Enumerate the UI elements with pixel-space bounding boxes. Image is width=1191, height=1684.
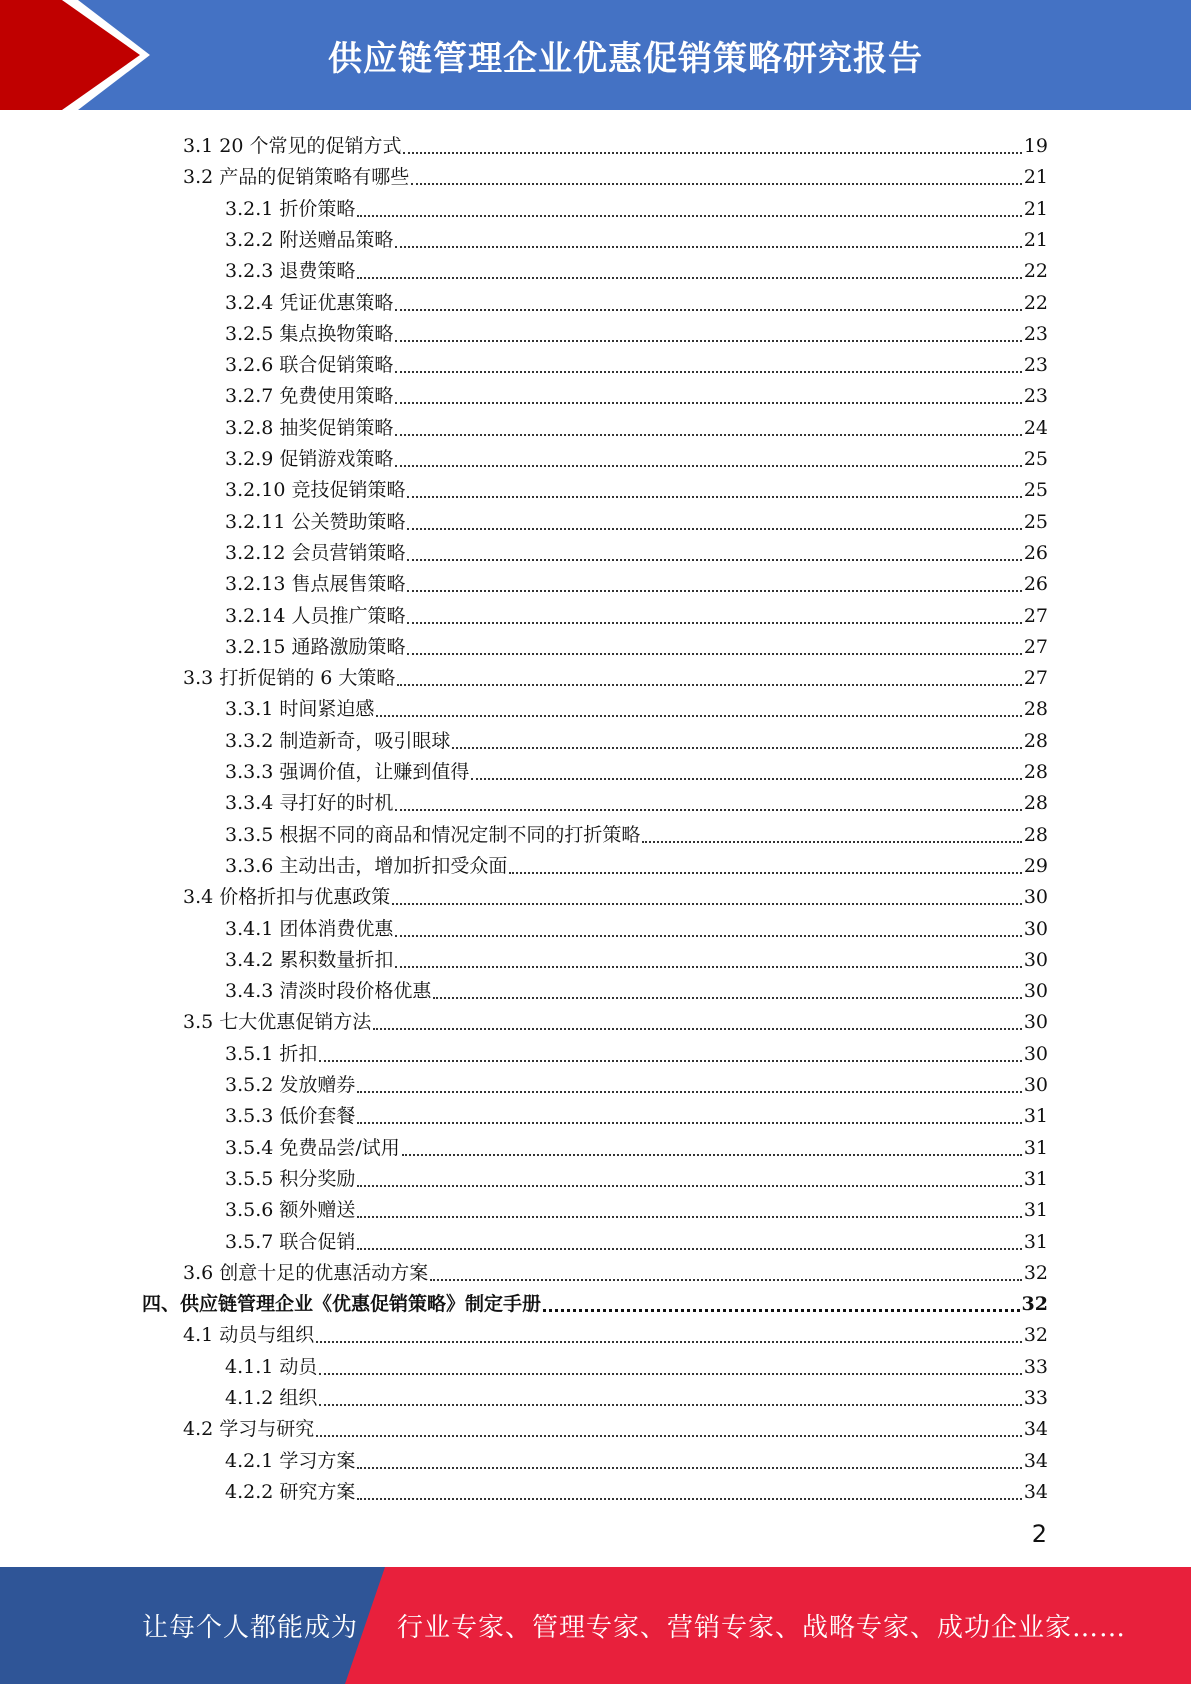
toc-entry[interactable] [183, 1316, 1048, 1347]
toc-entry[interactable] [225, 534, 1048, 565]
toc-entry-title: 3.2.5 集点换物策略 [225, 322, 394, 345]
toc-entry-title: 4.2.1 学习方案 [225, 1449, 356, 1472]
toc-leader-dots [471, 777, 1021, 780]
toc-entry-title: 3.2.6 联合促销策略 [225, 354, 394, 377]
toc-entry-title: 3.4.3 清淡时段价格优惠 [225, 980, 432, 1003]
toc-entry[interactable] [225, 847, 1048, 878]
toc-entry-title: 3.5.6 额外赠送 [225, 1199, 356, 1222]
toc-entry[interactable] [183, 1003, 1048, 1034]
toc-leader-dots [373, 1027, 1022, 1030]
toc-entry-page: 30 [1023, 886, 1048, 909]
toc-entry-title: 3.4 价格折扣与优惠政策 [183, 886, 391, 909]
toc-leader-dots [395, 401, 1021, 404]
toc-entry[interactable] [225, 221, 1048, 252]
toc-entry-title: 3.2.8 抽奖促销策略 [225, 416, 394, 439]
toc-leader-dots [316, 1340, 1022, 1343]
toc-entry[interactable] [225, 1473, 1048, 1504]
toc-entry-page: 32 [1021, 1293, 1048, 1316]
toc-entry-title: 3.2.14 人员推广策略 [225, 604, 406, 627]
toc-entry-title: 3.4.1 团体消费优惠 [225, 917, 394, 940]
toc-entry[interactable] [225, 1442, 1048, 1473]
toc-entry-title: 3.5.2 发放赠券 [225, 1074, 356, 1096]
toc-leader-dots [407, 527, 1021, 530]
toc-entry[interactable] [225, 1097, 1048, 1128]
toc-entry-page: 30 [1023, 917, 1048, 940]
toc-leader-dots [407, 558, 1021, 561]
toc-entry-title: 3.2.9 促销游戏策略 [225, 448, 394, 470]
toc-entry-title: 3.2.4 凭证优惠策略 [225, 291, 394, 314]
footer-slogan-right: 行业专家、管理专家、营销专家、战略专家、成功企业家…… [397, 1613, 1127, 1643]
toc-entry[interactable] [225, 941, 1048, 972]
toc-leader-dots [357, 1497, 1021, 1500]
toc-entry-page: 31 [1023, 1167, 1048, 1190]
toc-leader-dots [402, 1153, 1022, 1156]
toc-leader-dots [403, 151, 1021, 154]
toc-leader-dots [357, 1215, 1021, 1218]
toc-entry-title: 3.2.10 竞技促销策略 [225, 479, 406, 502]
toc-entry-title: 3.2.15 通路激励策略 [225, 635, 406, 658]
toc-entry-page: 26 [1023, 541, 1048, 564]
toc-entry-page: 31 [1023, 1230, 1048, 1253]
toc-entry-title: 3.2.7 免费使用策略 [225, 385, 394, 408]
toc-entry[interactable] [225, 1379, 1048, 1410]
toc-entry-title: 3.2 产品的促销策略有哪些 [183, 166, 410, 189]
toc-entry-title: 4.1.2 组织 [225, 1387, 318, 1409]
toc-leader-dots [407, 621, 1021, 624]
toc-entry[interactable] [225, 597, 1048, 628]
toc-entry-title: 3.3.5 根据不同的商品和情况定制不同的打折策略 [225, 823, 641, 846]
toc-entry-page: 32 [1023, 1324, 1048, 1347]
toc-entry[interactable] [225, 722, 1048, 753]
toc-leader-dots [395, 245, 1021, 248]
toc-leader-dots [411, 182, 1022, 185]
toc-leader-dots [357, 1247, 1021, 1250]
toc-leader-dots [357, 1090, 1021, 1093]
toc-leader-dots [357, 1121, 1021, 1124]
toc-leader-dots [357, 1184, 1021, 1187]
toc-entry[interactable] [225, 972, 1048, 1003]
toc-entry-page: 24 [1023, 416, 1048, 439]
toc-entry[interactable] [183, 1410, 1048, 1441]
toc-entry-page: 33 [1023, 1355, 1048, 1378]
toc-entry-page: 22 [1023, 260, 1048, 283]
toc-entry[interactable] [225, 753, 1048, 784]
toc-entry-title: 3.4.2 累积数量折扣 [225, 948, 394, 971]
toc-entry[interactable] [225, 377, 1048, 408]
toc-leader-dots [395, 308, 1021, 311]
toc-leader-dots [376, 714, 1021, 717]
toc-entry[interactable] [225, 1223, 1048, 1254]
toc-leader-dots [395, 934, 1021, 937]
toc-entry[interactable] [183, 878, 1048, 909]
toc-leader-dots [430, 1278, 1022, 1281]
toc-entry-page: 22 [1023, 291, 1048, 314]
toc-leader-dots [319, 1403, 1021, 1406]
toc-entry-title: 4.1 动员与组织 [183, 1324, 315, 1347]
toc-leader-dots [319, 1372, 1021, 1375]
toc-entry-title: 四、供应链管理企业《优惠促销策略》制定手册 [142, 1293, 542, 1316]
toc-entry-title: 3.2.3 退费策略 [225, 260, 356, 283]
toc-entry-title: 3.5 七大优惠促销方法 [183, 1011, 372, 1034]
toc-entry-title: 3.3.4 寻打好的时机 [225, 792, 394, 815]
toc-leader-dots [357, 276, 1021, 279]
toc-entry-title: 3.5.5 积分奖励 [225, 1167, 356, 1190]
toc-leader-dots [407, 652, 1021, 655]
toc-entry-page: 28 [1023, 698, 1048, 721]
toc-entry-page: 34 [1023, 1480, 1048, 1503]
footer-slogan-left: 让每个人都能成为 [142, 1613, 359, 1643]
toc-entry-title: 4.2.2 研究方案 [225, 1480, 356, 1503]
toc-leader-dots [357, 214, 1021, 217]
toc-entry-page: 25 [1023, 479, 1048, 502]
toc-entry-title: 3.3.1 时间紧迫感 [225, 698, 375, 721]
toc-leader-dots [395, 965, 1021, 968]
page-number: 2 [1031, 1520, 1047, 1548]
toc-entry-page: 23 [1023, 322, 1048, 345]
toc-entry-page: 30 [1023, 948, 1048, 971]
toc-entry-title: 3.3 打折促销的 6 大策略 [183, 667, 396, 690]
toc-leader-dots [407, 589, 1021, 592]
toc-leader-dots [316, 1434, 1022, 1437]
toc-leader-dots [397, 683, 1021, 686]
toc-entry[interactable] [183, 127, 1048, 158]
toc-entry[interactable] [225, 565, 1048, 596]
toc-entry-page: 21 [1023, 197, 1048, 220]
toc-entry-page: 32 [1023, 1261, 1048, 1284]
toc-entry[interactable] [225, 816, 1048, 847]
toc-entry[interactable] [225, 1191, 1048, 1222]
toc-entry-page: 28 [1023, 761, 1048, 783]
toc-entry-page: 30 [1023, 1074, 1048, 1096]
toc-entry-title: 4.2 学习与研究 [183, 1418, 315, 1441]
toc-entry-title: 3.5.4 免费品尝/试用 [225, 1136, 400, 1159]
toc-entry-page: 30 [1023, 1042, 1048, 1065]
toc-entry[interactable] [142, 1285, 1048, 1316]
toc-entry[interactable] [225, 440, 1048, 471]
document-title: 供应链管理企业优惠促销策略研究报告 [328, 38, 923, 79]
toc-entry-page: 27 [1023, 667, 1048, 690]
toc-entry[interactable] [225, 910, 1048, 941]
toc-entry[interactable] [225, 346, 1048, 377]
toc-entry[interactable] [225, 315, 1048, 346]
toc-entry-page: 34 [1023, 1449, 1048, 1472]
toc-entry-page: 31 [1023, 1199, 1048, 1222]
toc-entry-page: 23 [1023, 385, 1048, 408]
toc-entry-page: 31 [1023, 1105, 1048, 1128]
toc-entry[interactable] [225, 284, 1048, 315]
toc-leader-dots [395, 808, 1021, 811]
toc-entry-page: 23 [1023, 354, 1048, 377]
toc-entry-title: 3.6 创意十足的优惠活动方案 [183, 1261, 429, 1284]
toc-entry[interactable] [225, 690, 1048, 721]
toc-leader-dots [319, 1059, 1021, 1062]
toc-entry-title: 3.1 20 个常见的促销方式 [183, 135, 402, 157]
toc-entry-page: 30 [1023, 1011, 1048, 1034]
toc-entry-page: 29 [1023, 854, 1048, 877]
toc-entry[interactable] [225, 471, 1048, 502]
toc-entry-page: 28 [1023, 792, 1048, 815]
toc-entry[interactable] [225, 252, 1048, 283]
toc-leader-dots [392, 902, 1022, 905]
toc-entry-page: 28 [1023, 823, 1048, 846]
toc-leader-dots [395, 433, 1021, 436]
header-red-arrow-icon [0, 0, 150, 110]
toc-entry-page: 19 [1023, 135, 1048, 157]
toc-entry-title: 3.2.1 折价策略 [225, 197, 356, 220]
toc-leader-dots [543, 1308, 1020, 1312]
toc-leader-dots [407, 495, 1021, 498]
toc-entry-page: 21 [1023, 166, 1048, 189]
toc-entry[interactable] [183, 158, 1048, 189]
toc-entry[interactable] [225, 784, 1048, 815]
toc-entry-title: 4.1.1 动员 [225, 1355, 318, 1378]
toc-entry[interactable] [225, 628, 1048, 659]
toc-entry[interactable] [225, 1348, 1048, 1379]
toc-entry-title: 3.5.7 联合促销 [225, 1230, 356, 1253]
toc-entry-title: 3.3.2 制造新奇，吸引眼球 [225, 729, 451, 752]
toc-entry-page: 27 [1023, 604, 1048, 627]
toc-leader-dots [452, 746, 1021, 749]
toc-leader-dots [395, 370, 1021, 373]
page-header [0, 0, 1191, 110]
toc-entry-title: 3.3.3 强调价值，让赚到值得 [225, 761, 470, 783]
toc-leader-dots [357, 1466, 1021, 1469]
toc-entry-page: 27 [1023, 635, 1048, 658]
toc-entry-page: 30 [1023, 980, 1048, 1003]
toc-entry-title: 3.5.3 低价套餐 [225, 1105, 356, 1128]
toc-leader-dots [395, 464, 1021, 467]
toc-entry-title: 3.2.11 公关赞助策略 [225, 510, 406, 533]
toc-entry-title: 3.2.13 售点展售策略 [225, 573, 406, 596]
toc-entry-page: 34 [1023, 1418, 1048, 1441]
toc-entry[interactable] [183, 659, 1048, 690]
page-footer [0, 1567, 1191, 1684]
toc-entry-page: 25 [1023, 510, 1048, 533]
toc-entry-title: 3.3.6 主动出击，增加折扣受众面 [225, 854, 508, 877]
toc-entry-page: 25 [1023, 448, 1048, 470]
toc-leader-dots [642, 840, 1021, 843]
toc-entry[interactable] [225, 1066, 1048, 1097]
toc-entry[interactable] [225, 1160, 1048, 1191]
toc-entry[interactable] [225, 1129, 1048, 1160]
toc-entry[interactable] [183, 1254, 1048, 1285]
toc-entry[interactable] [225, 1035, 1048, 1066]
toc-leader-dots [509, 871, 1021, 874]
toc-entry-title: 3.2.2 附送赠品策略 [225, 228, 394, 251]
toc-entry-page: 31 [1023, 1136, 1048, 1159]
toc-entry-title: 3.2.12 会员营销策略 [225, 541, 406, 564]
toc-entry-page: 33 [1023, 1387, 1048, 1409]
toc-entry-page: 26 [1023, 573, 1048, 596]
toc-entry[interactable] [225, 503, 1048, 534]
toc-leader-dots [395, 339, 1021, 342]
toc-entry-title: 3.5.1 折扣 [225, 1042, 318, 1065]
toc-entry-page: 21 [1023, 228, 1048, 251]
toc-entry[interactable] [225, 409, 1048, 440]
toc-leader-dots [433, 996, 1021, 999]
toc-entry[interactable] [225, 190, 1048, 221]
toc-entry-page: 28 [1023, 729, 1048, 752]
